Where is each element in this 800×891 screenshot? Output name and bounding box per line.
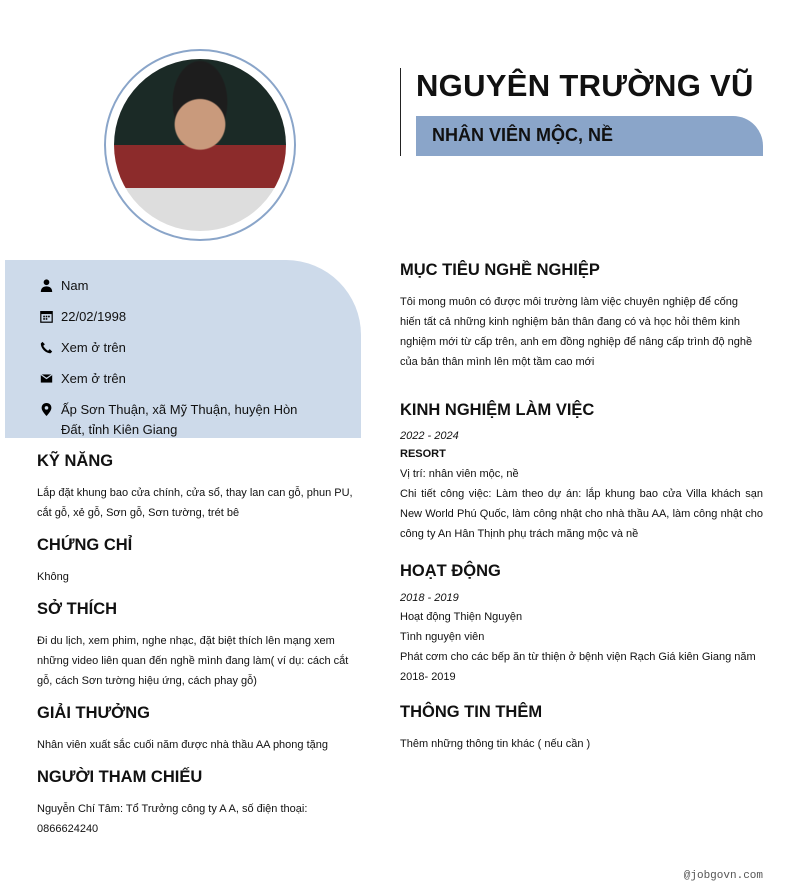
envelope-icon	[40, 372, 53, 385]
person-icon	[40, 279, 53, 292]
section-heading: MỤC TIÊU NGHỀ NGHIỆP	[400, 261, 600, 279]
activity-role: Tình nguyện viên	[400, 631, 485, 643]
section-extra-info	[400, 703, 763, 754]
divider	[400, 68, 401, 156]
section-text: Tôi mong muôn có được môi trường làm việc chuyên nghiệp để cống hiến tất cả những kinh nghiệm bản thân đang có và học hỏi thêm kinh nghiệm mới từ cấp trên, anh em đồng nghiệp để nâng cấp trình độ nghề của bản thân mình lên một tầm cao mới	[400, 296, 753, 368]
section-skills	[37, 452, 357, 523]
info-dob	[40, 307, 361, 327]
section-heading: CHỨNG CHỈ	[37, 536, 133, 554]
dob-text: 22/02/1998	[61, 309, 127, 324]
address-text: Ấp Sơn Thuận, xã Mỹ Thuận, huyện Hòn Đất, tỉnh Kiên Giang	[61, 402, 298, 437]
section-heading: NGƯỜI THAM CHIẾU	[37, 768, 203, 786]
candidate-name: NGUYÊN TRƯỜNG VŨ	[416, 68, 754, 103]
section-text: Đi du lịch, xem phim, nghe nhạc, đặt biệt thích lên mạng xem những video liên quan đến nghề mình đang làm( ví dụ: cách cắt gỗ, cách Sơn tường hiệu ứng, cách phay gỗ)	[37, 635, 349, 687]
section-text: Nguyễn Chí Tâm: Tổ Trưởng công ty A A, số điện thoại: 0866624240	[37, 803, 308, 835]
experience-details: Chi tiết công việc: Làm theo dự án: lắp khung bao cửa Villa khách sạn New World Phú Quốc, làm công nhật cho nhà thầu AA, làm công nhật cho công ty An Hân Thịnh phụ trách măng mộc và nề	[400, 488, 763, 540]
info-address	[40, 400, 361, 440]
section-heading: THÔNG TIN THÊM	[400, 703, 543, 721]
section-heading: GIẢI THƯỞNG	[37, 704, 151, 722]
section-heading: SỞ THÍCH	[37, 600, 118, 618]
profile-photo	[104, 49, 296, 241]
email-text: Xem ở trên	[61, 371, 126, 386]
section-experience	[400, 401, 763, 544]
experience-company: RESORT	[400, 448, 446, 460]
calendar-icon	[40, 310, 53, 323]
avatar	[114, 59, 286, 231]
phone-icon	[40, 341, 53, 354]
section-text: Không	[37, 571, 69, 583]
info-gender	[40, 276, 361, 296]
section-heading: HOẠT ĐỘNG	[400, 562, 501, 580]
personal-info-panel	[5, 260, 361, 438]
section-heading: KỸ NĂNG	[37, 452, 114, 470]
location-pin-icon	[40, 403, 53, 416]
experience-period: 2022 - 2024	[400, 430, 459, 442]
job-title: NHÂN VIÊN MỘC, NỀ	[416, 116, 763, 156]
section-text: Thêm những thông tin khác ( nếu cần )	[400, 738, 591, 750]
section-references	[37, 768, 317, 839]
phone-text: Xem ở trên	[61, 340, 126, 355]
section-activities	[400, 562, 763, 687]
section-hobbies	[37, 600, 357, 691]
section-objective	[400, 261, 763, 372]
experience-position: Vị trí: nhân viên mộc, nề	[400, 468, 519, 480]
section-text: Nhân viên xuất sắc cuối năm được nhà thầu AA phong tặng	[37, 739, 328, 751]
gender-text: Nam	[61, 278, 89, 293]
activity-details: Phát cơm cho các bếp ăn từ thiện ở bệnh viện Rạch Giá kiên Giang năm 2018- 2019	[400, 651, 756, 683]
section-awards	[37, 704, 357, 755]
info-phone	[40, 338, 361, 358]
activity-org: Hoạt động Thiện Nguyện	[400, 611, 523, 623]
watermark: @jobgovn.com	[683, 870, 763, 882]
section-certificates	[37, 536, 357, 587]
section-heading: KINH NGHIỆM LÀM VIỆC	[400, 401, 595, 419]
activity-period: 2018 - 2019	[400, 592, 459, 604]
info-email	[40, 369, 361, 389]
section-text: Lắp đặt khung bao cửa chính, cửa sổ, thay lan can gỗ, phun PU, cắt gỗ, xẻ gỗ, Sơn gỗ, Sơn tường, trét bê	[37, 487, 353, 519]
